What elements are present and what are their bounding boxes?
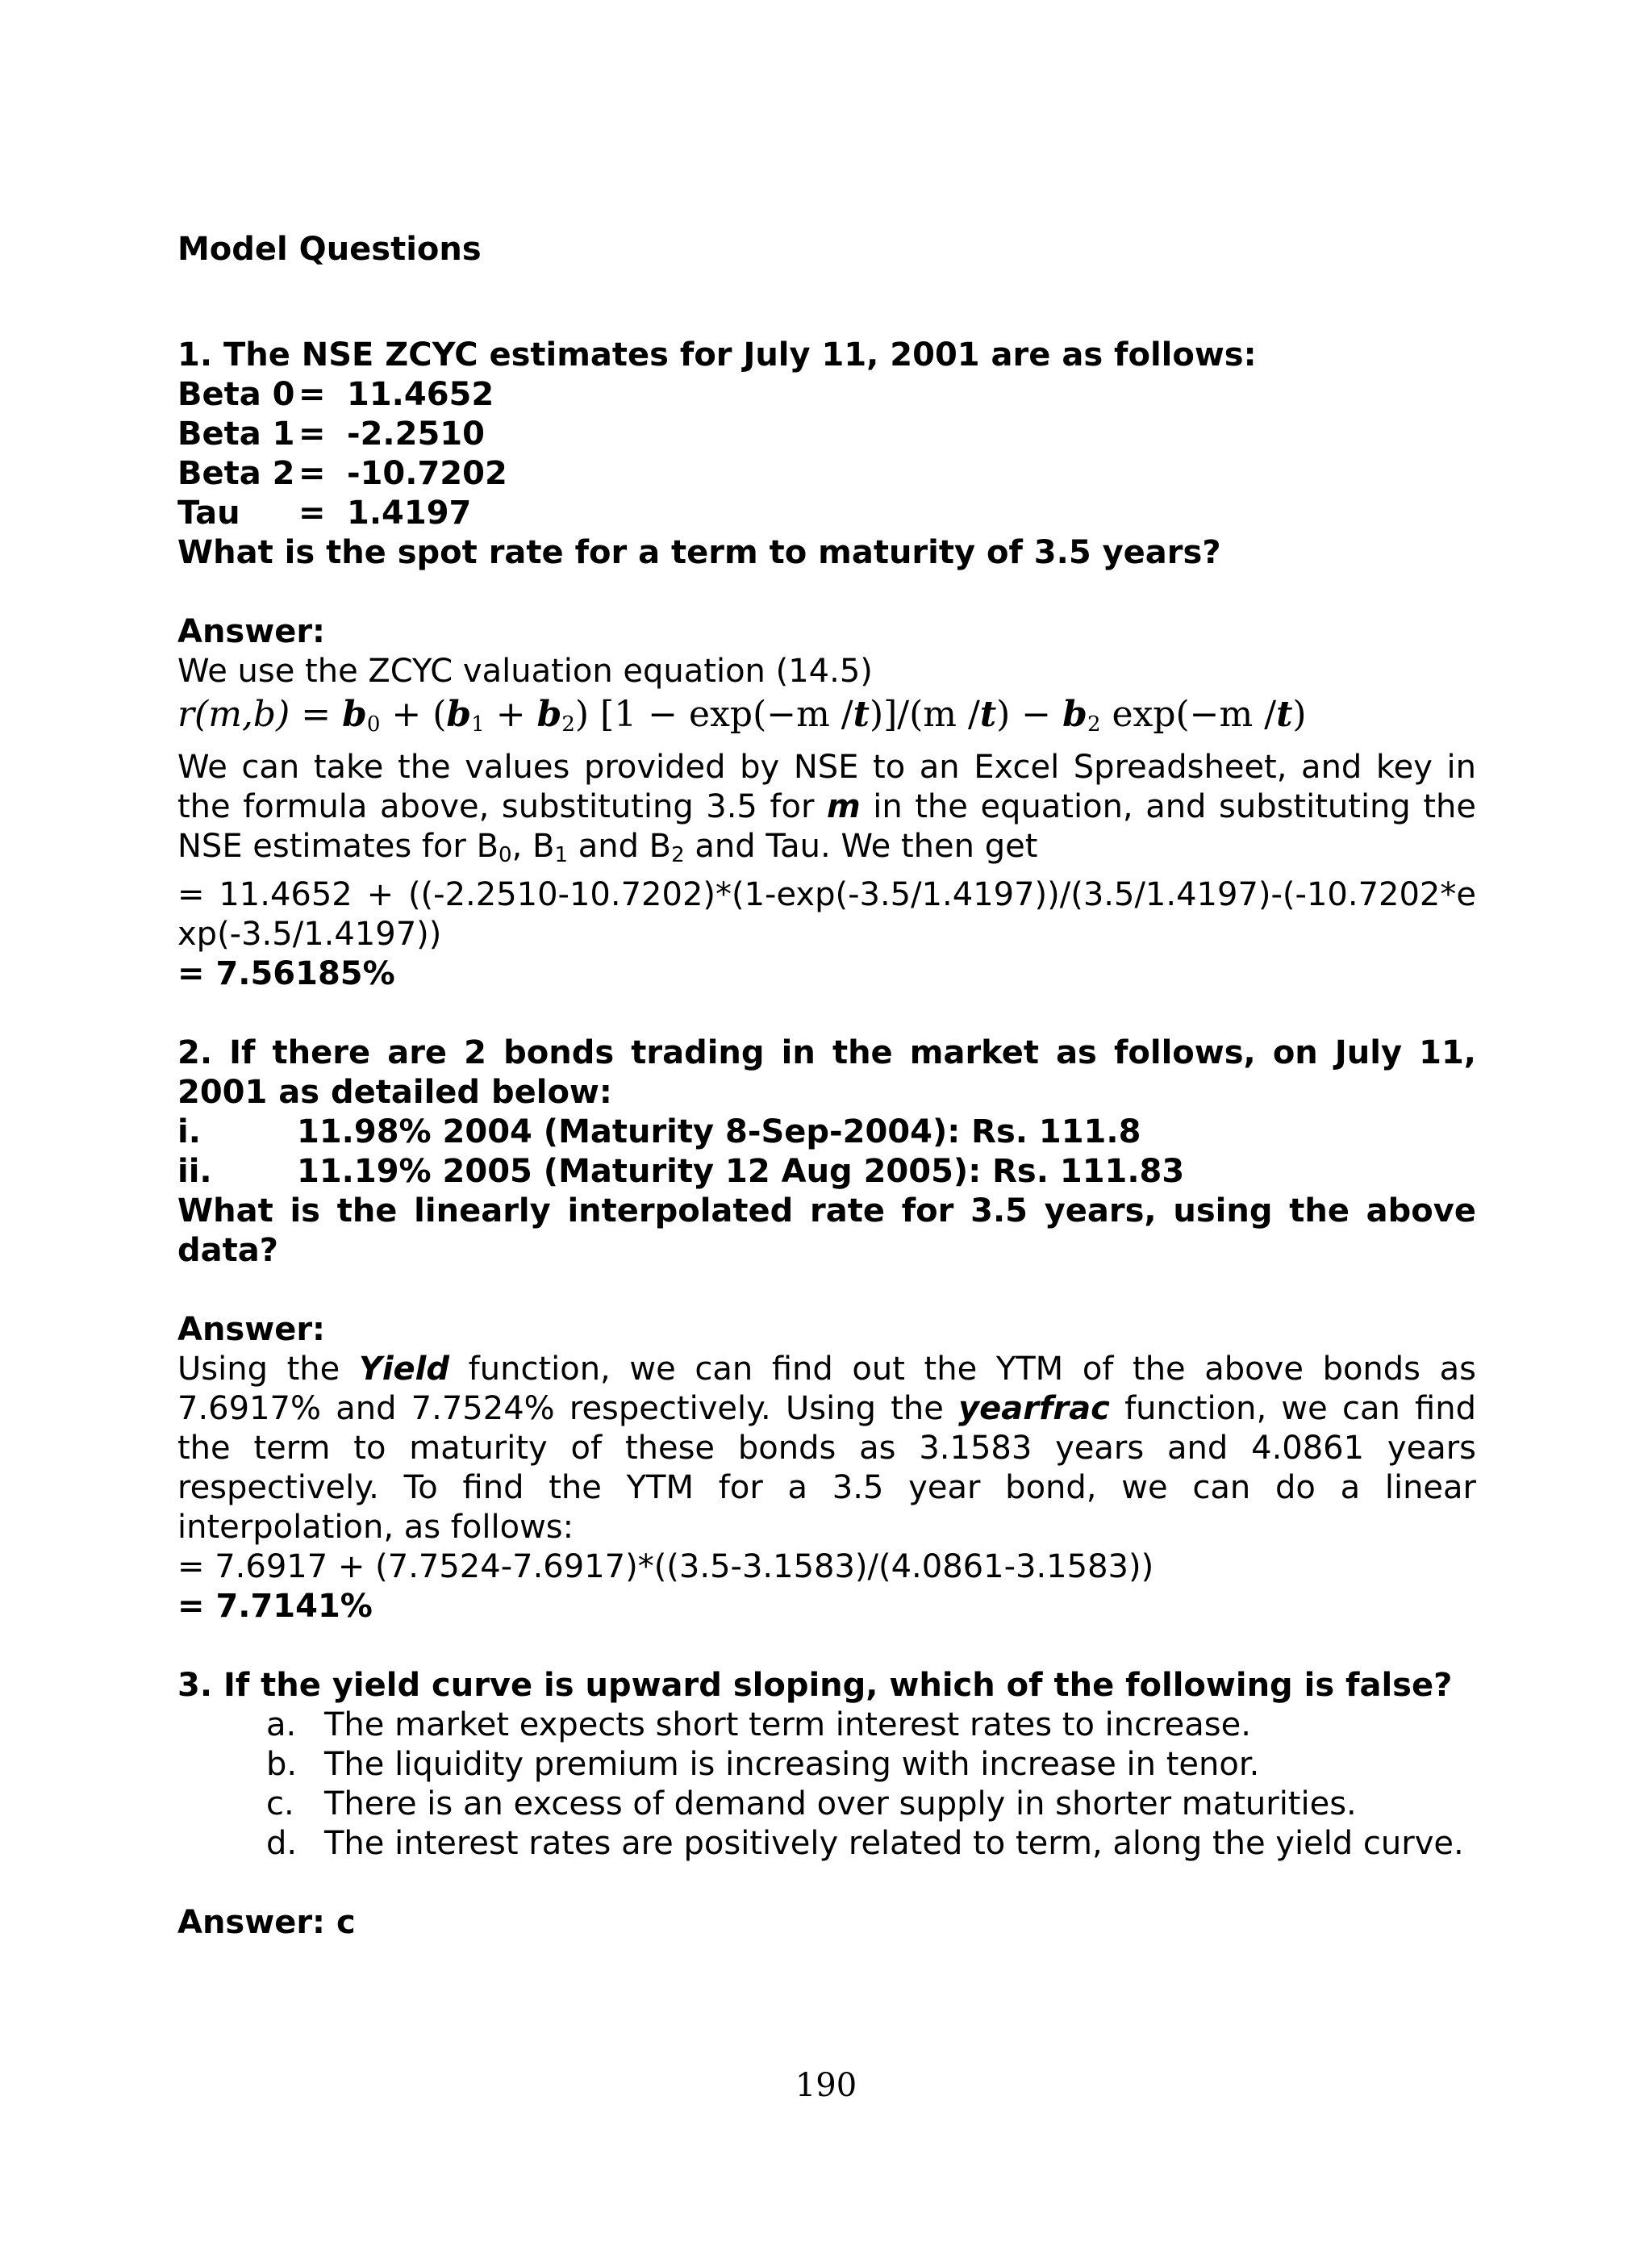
q2-answer-label: Answer: [177, 1311, 326, 1348]
eq-part: + [484, 694, 537, 735]
q2-title: 2. If there are 2 bonds trading in the market as follows, on July 11, 2001 as detailed below: [177, 1034, 1476, 1111]
q1-explanation [177, 748, 1476, 875]
item-number: i. [177, 1113, 201, 1150]
option-text: The liquidity premium is increasing with increase in tenor. [324, 1746, 1260, 1783]
q1-result: = 7.56185% [177, 955, 395, 992]
param-value: 1.4197 [347, 495, 472, 532]
param-row [177, 415, 1476, 454]
q3-options [266, 1706, 1476, 1864]
option-letter: c. [266, 1785, 294, 1822]
q2-calculation: = 7.6917 + (7.7524-7.6917)*((3.5-3.1583)/(4.0861-3.1583)) [177, 1548, 1154, 1585]
bond-item [177, 1113, 1476, 1152]
param-eq: = [298, 376, 326, 413]
param-row [177, 494, 1476, 533]
param-value: 11.4652 [347, 376, 494, 413]
q1-params [177, 375, 1476, 533]
eq-beta1: b [446, 694, 472, 735]
var-m: m [826, 788, 861, 825]
item-text: 11.98% 2004 (Maturity 8-Sep-2004): Rs. 111.8 [297, 1113, 1141, 1150]
param-value: -10.7202 [347, 455, 507, 492]
option-text: The market expects short term interest rates to increase. [324, 1706, 1251, 1743]
yield-function: Yield [358, 1351, 450, 1388]
eq-part: exp(−m / [1100, 694, 1277, 735]
option-letter: a. [266, 1706, 297, 1743]
eq-sub: 0 [366, 712, 381, 737]
subscript: 1 [554, 843, 568, 867]
text-run: and B [568, 828, 672, 865]
text-run: function, we can find out the YTM of the above bonds as 7.6917% and 7.7524% respectively. Using the [177, 1351, 1476, 1427]
text-run: Using the [177, 1351, 359, 1388]
eq-tau: t [853, 694, 870, 735]
param-eq: = [298, 495, 326, 532]
eq-sub: 2 [561, 712, 575, 737]
text-run: function, we can find the term to maturity of these bonds as 3.1583 years and 4.0861 years respectively. To find the YTM for a 3.5 year bond, we can do a linear interpolation, as follows: [177, 1390, 1476, 1546]
item-text: 11.19% 2005 (Maturity 12 Aug 2005): Rs. 111.83 [297, 1153, 1185, 1190]
eq-beta2: b [536, 694, 562, 735]
q2-question: What is the linearly interpolated rate for 3.5 years, using the above data? [177, 1192, 1476, 1269]
text-run: , B [511, 828, 555, 865]
param-value: -2.2510 [347, 415, 485, 453]
subscript: 2 [671, 843, 685, 867]
q1-answer-intro: We use the ZCYC valuation equation (14.5) [177, 653, 873, 690]
eq-part: ) [1292, 694, 1307, 735]
param-row [177, 375, 1476, 415]
param-row [177, 454, 1476, 494]
q2-explanation [177, 1350, 1476, 1547]
eq-sub: 1 [471, 712, 485, 737]
bond-item [177, 1152, 1476, 1192]
option-letter: d. [266, 1825, 298, 1862]
eq-beta0: b [342, 694, 367, 735]
q1-answer-label: Answer: [177, 613, 326, 650]
q1-title: 1. The NSE ZCYC estimates for July 11, 2001 are as follows: [177, 336, 1257, 374]
param-key: Tau [177, 495, 240, 532]
q3-title: 3. If the yield curve is upward sloping, which of the following is false? [177, 1667, 1453, 1704]
text-run: in the equation, and substituting the NSE estimates for B [177, 788, 1476, 865]
eq-part: ) − [996, 694, 1063, 735]
option-text: There is an excess of demand over supply in shorter maturities. [324, 1785, 1357, 1822]
text-run: and Tau. We then get [684, 828, 1038, 865]
param-key: Beta 0 [177, 376, 295, 413]
param-key: Beta 2 [177, 455, 295, 492]
eq-tau: t [979, 694, 997, 735]
q1-question: What is the spot rate for a term to maturity of 3.5 years? [177, 534, 1221, 571]
eq-beta2: b [1062, 694, 1087, 735]
q3-answer: Answer: c [177, 1904, 356, 1941]
param-eq: = [298, 455, 326, 492]
param-eq: = [298, 415, 326, 453]
document-body [177, 230, 1476, 1943]
eq-part: )]/(m / [869, 694, 980, 735]
eq-tau: t [1276, 694, 1293, 735]
eq-sub: 2 [1087, 712, 1101, 737]
yearfrac-function: yearfrac [958, 1390, 1110, 1427]
text-run: We can take the values provided by NSE to an Excel Spreadsheet, and key in the formula above, substituting 3.5 for [177, 749, 1476, 825]
q1-calculation: = 11.4652 + ((-2.2510-10.7202)*(1-exp(-3.5/1.4197))/(3.5/1.4197)-(-10.7202*exp(-3.5/1.4197)) [177, 876, 1476, 953]
eq-lhs: r(m,b) = [177, 694, 343, 735]
subscript: 0 [499, 843, 512, 867]
option-item [266, 1824, 1476, 1864]
q2-result: = 7.7141% [177, 1588, 373, 1625]
zcyc-equation [177, 693, 1476, 746]
option-letter: b. [266, 1746, 298, 1783]
page-heading: Model Questions [177, 231, 482, 268]
param-key: Beta 1 [177, 415, 295, 453]
page-number: 190 [795, 2067, 857, 2104]
option-item [266, 1785, 1476, 1824]
option-item [266, 1706, 1476, 1745]
eq-part: + ( [380, 694, 447, 735]
eq-part: ) [1 − exp(−m / [574, 694, 853, 735]
item-number: ii. [177, 1153, 212, 1190]
option-item [266, 1745, 1476, 1785]
option-text: The interest rates are positively related to term, along the yield curve. [324, 1825, 1464, 1862]
